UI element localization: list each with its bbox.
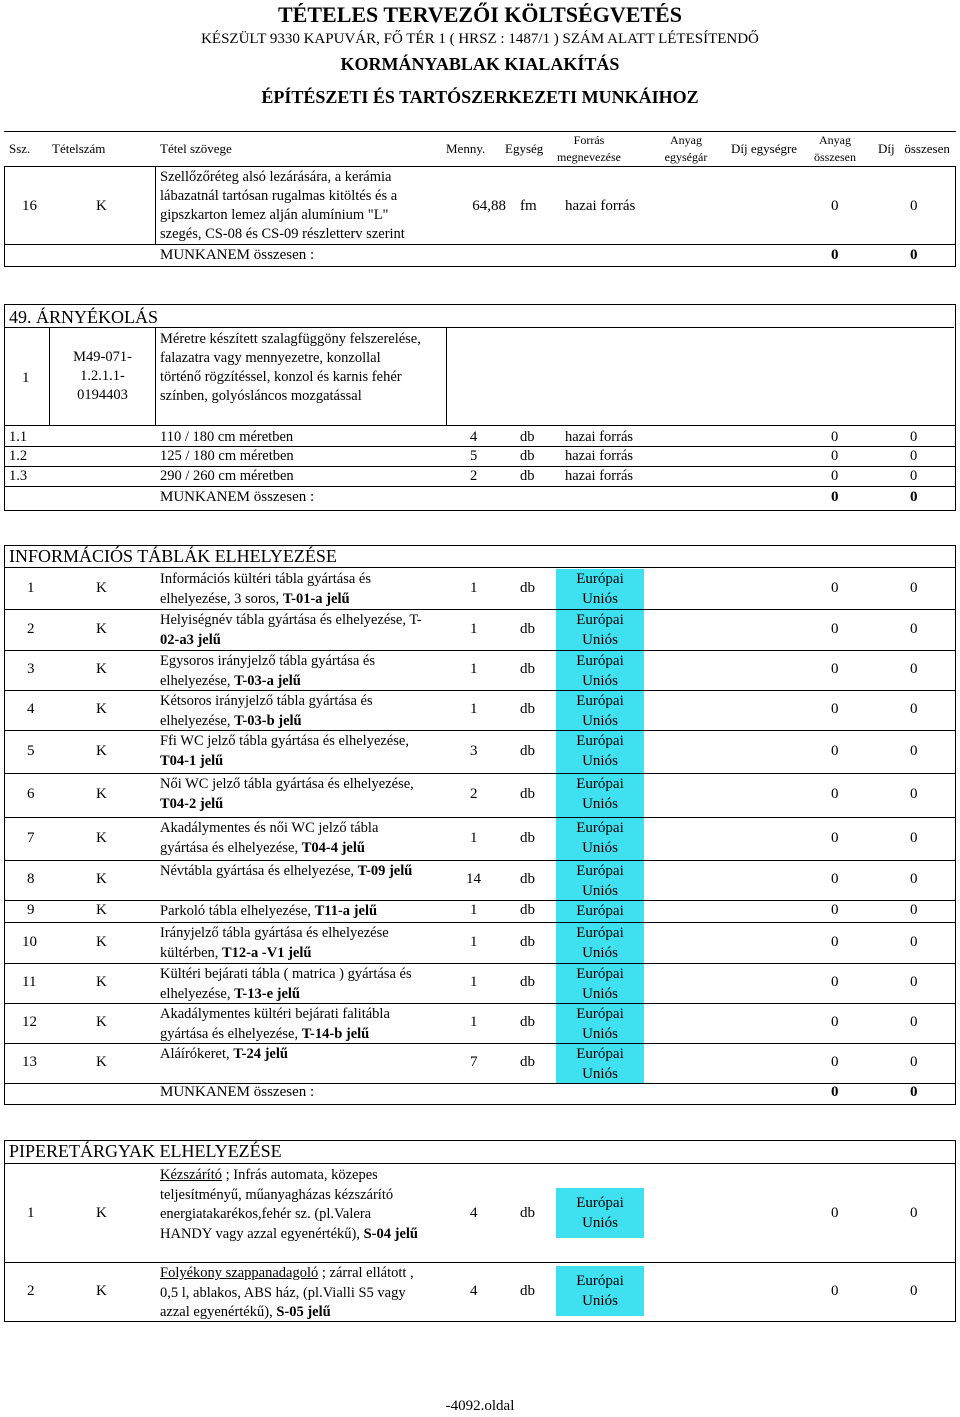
section49-total-anyag: 0 [831, 489, 839, 505]
section49-row-1-menny: 4 [470, 429, 478, 445]
section49-div-b [155, 327, 156, 425]
info-row-code: K [96, 786, 107, 802]
col-dij-osszesen: Díj összesen [878, 141, 950, 156]
section49-div-c [446, 327, 447, 425]
info-row-code: K [96, 933, 107, 950]
section49-row-2-text: 125 / 180 cm méretben [160, 448, 294, 464]
section49-top-rule [4, 304, 956, 305]
info-row-ssz: 2 [27, 620, 35, 637]
info-row-text: Egysoros irányjelző tábla gyártása és elhelyezése, T-03-a jelű [160, 653, 376, 689]
page-number: -4092.oldal [445, 1398, 515, 1414]
section49-ssz: 1 [22, 370, 30, 386]
info-row-rule [4, 609, 956, 610]
pipe-title: PIPERETÁRGYAK ELHELYEZÉSE [9, 1141, 282, 1161]
pipe-row-rule [4, 1262, 956, 1263]
info-row-rule [4, 963, 956, 964]
pipe-row-1-egyseg: db [520, 1205, 535, 1221]
section49-row-3-forras: hazai forrás [565, 468, 634, 484]
info-row-egyseg: db [520, 786, 535, 802]
info-row-anyag: 0 [831, 871, 839, 887]
section49-row-1-dij: 0 [910, 429, 918, 445]
info-total-rule [4, 1083, 956, 1084]
info-row-rule [4, 1003, 956, 1004]
info-row-dij: 0 [910, 829, 918, 846]
info-row-forras: Európai Uniós [556, 1044, 644, 1083]
info-row-text: Kétsoros irányjelző tábla gyártása és elhelyezése, T-03-b jelű [160, 693, 373, 729]
info-row-anyag: 0 [831, 829, 839, 846]
info-row-rule [4, 1043, 956, 1044]
info-row-dij: 0 [910, 742, 918, 759]
info-row-menny: 1 [470, 829, 478, 846]
section49-desc-rule [4, 425, 956, 426]
info-row-menny: 1 [470, 933, 478, 950]
pipe-row-2-menny: 4 [470, 1283, 478, 1299]
info-row-forras: Európai Uniós [556, 569, 644, 609]
info-row-forras: Európai Uniós [556, 731, 644, 773]
doc-project: KORMÁNYABLAK KIALAKÍTÁS [340, 54, 620, 74]
block16-dij: 0 [910, 198, 918, 214]
pipe-row-2-forras: Európai Uniós [556, 1266, 644, 1316]
info-row-code: K [96, 1014, 107, 1030]
col-forras-1: Forrás [573, 133, 605, 147]
section49-row-2-anyag: 0 [831, 448, 839, 464]
section49-text: Méretre készített szalagfüggöny felszerelése, falazatra vagy mennyezetre, konzollal történő rögzítéssel, konzol és karnis fehér színben, golyósláncos mozgatással [160, 331, 421, 404]
section49-row-1-ssz: 1.1 [9, 429, 28, 445]
info-row-menny: 1 [470, 701, 478, 717]
col-menny: Menny. [446, 141, 486, 156]
info-row-text: Irányjelző tábla gyártása és elhelyezése kültérben, T12-a -V1 jelű [160, 925, 389, 961]
info-row-rule [4, 650, 956, 651]
block16-ssz: 16 [22, 198, 37, 214]
info-row-rule [4, 773, 956, 774]
info-row-menny: 1 [470, 620, 478, 637]
info-row-anyag: 0 [831, 786, 839, 802]
info-row-forras: Európai Uniós [556, 774, 644, 817]
col-anyag-egysegar-1: Anyag [670, 133, 702, 147]
pipe-row-2-dij: 0 [910, 1283, 918, 1299]
block16-total-label: MUNKANEM összesen : [160, 247, 315, 263]
info-row-anyag: 0 [831, 974, 839, 990]
info-row-forras: Európai Uniós [556, 610, 644, 650]
col-anyag-osszesen-1: Anyag [819, 133, 851, 147]
info-row-dij: 0 [910, 1054, 918, 1070]
block16-total-dij: 0 [910, 247, 918, 263]
block16-code: K [96, 198, 107, 214]
info-row-code: K [96, 1054, 107, 1070]
info-row-egyseg: db [520, 829, 535, 846]
info-row-egyseg: db [520, 1014, 535, 1030]
section49-row-rule [4, 466, 956, 467]
section49-row-3-anyag: 0 [831, 468, 839, 484]
pipe-row-1-anyag: 0 [831, 1205, 839, 1221]
info-row-menny: 3 [470, 742, 478, 759]
section49-total-label: MUNKANEM összesen : [160, 489, 315, 505]
info-row-menny: 1 [470, 661, 478, 677]
info-title-rule [4, 567, 956, 568]
info-row-egyseg: db [520, 620, 535, 637]
pipe-left-border [4, 1140, 5, 1322]
info-left-border [4, 545, 5, 1105]
col-dij-egysegre: Díj egységre [731, 141, 798, 156]
block16-rule [4, 244, 956, 245]
info-row-anyag: 0 [831, 902, 839, 918]
info-row-dij: 0 [910, 902, 918, 918]
section49-row-2-dij: 0 [910, 448, 918, 464]
info-row-anyag: 0 [831, 742, 839, 759]
info-row-dij: 0 [910, 620, 918, 637]
block16-anyag: 0 [831, 198, 839, 214]
col-ssz: Ssz. [9, 141, 31, 156]
pipe-row-2-anyag: 0 [831, 1283, 839, 1299]
block16-forras: hazai forrás [565, 198, 636, 214]
pipe-title-rule [4, 1163, 956, 1164]
info-row-dij: 0 [910, 661, 918, 677]
pipe-row-1-ssz: 1 [27, 1205, 35, 1221]
info-row-menny: 1 [470, 902, 478, 918]
info-row-code: K [96, 579, 107, 596]
info-row-code: K [96, 661, 107, 677]
info-row-anyag: 0 [831, 1014, 839, 1030]
info-row-ssz: 10 [22, 933, 37, 950]
info-row-egyseg: db [520, 871, 535, 887]
info-row-code: K [96, 974, 107, 990]
pipe-row-2-egyseg: db [520, 1283, 535, 1299]
block16-left-border [4, 166, 5, 266]
block16-total-anyag: 0 [831, 247, 839, 263]
info-row-dij: 0 [910, 701, 918, 717]
info-row-forras: Európai Uniós [556, 923, 644, 963]
info-row-dij: 0 [910, 1014, 918, 1030]
info-row-egyseg: db [520, 1054, 535, 1070]
block16-menny: 64,88 [472, 198, 506, 214]
block16-egyseg: fm [520, 198, 537, 214]
info-row-rule [4, 690, 956, 691]
block16-col-divider [155, 166, 156, 244]
col-tetel-szovege: Tétel szövege [160, 141, 232, 156]
info-row-code: K [96, 742, 107, 759]
block16-text: Szellőzőréteg alsó lezárására, a kerámia lábazatnál tartósan rugalmas kitöltés és a gipszkarton lemez alján alumínium "L" szegés, CS-08 és CS-09 részletterv szerint [160, 169, 405, 242]
info-row-anyag: 0 [831, 661, 839, 677]
info-row-rule [4, 900, 956, 901]
section49-row-3-menny: 2 [470, 468, 478, 484]
info-row-ssz: 3 [27, 661, 35, 677]
info-row-code: K [96, 701, 107, 717]
info-row-text: Ffi WC jelző tábla gyártása és elhelyezése, T04-1 jelű [160, 733, 409, 769]
section49-row-1-egyseg: db [520, 429, 535, 445]
info-row-ssz: 1 [27, 579, 35, 596]
info-row-egyseg: db [520, 933, 535, 950]
info-row-forras: Európai Uniós [556, 1004, 644, 1043]
block16-right-border [955, 166, 956, 266]
info-row-anyag: 0 [831, 579, 839, 596]
block16-bottom-rule [4, 266, 956, 267]
info-row-egyseg: db [520, 974, 535, 990]
info-row-anyag: 0 [831, 933, 839, 950]
pipe-right-border [955, 1140, 956, 1322]
info-row-text: Akadálymentes és női WC jelző tábla gyártása és elhelyezése, T04-4 jelű [160, 820, 379, 856]
section49-code: M49-071- 1.2.1.1- 0194403 [73, 349, 132, 403]
info-row-dij: 0 [910, 786, 918, 802]
info-row-text: Névtábla gyártása és elhelyezése, T-09 jelű [160, 863, 413, 879]
info-row-code: K [96, 829, 107, 846]
info-row-ssz: 4 [27, 701, 35, 717]
col-anyag-egysegar-2: egységár [664, 150, 708, 164]
section49-row-2-menny: 5 [470, 448, 478, 464]
info-row-ssz: 7 [27, 829, 35, 846]
doc-location: KÉSZÜLT 9330 KAPUVÁR, FŐ TÉR 1 ( HRSZ : 1487/1 ) SZÁM ALATT LÉTESÍTENDŐ [201, 31, 759, 47]
info-row-ssz: 11 [22, 974, 37, 990]
info-row-text: Információs kültéri tábla gyártása és elhelyezése, 3 soros, T-01-a jelű [160, 571, 371, 607]
col-forras-2: megnevezése [557, 150, 621, 164]
section49-row-rule [4, 486, 956, 487]
info-row-ssz: 13 [22, 1054, 37, 1070]
pipe-row-1-code: K [96, 1205, 107, 1221]
info-row-rule [4, 817, 956, 818]
info-row-code: K [96, 871, 107, 887]
info-total-label: MUNKANEM összesen : [160, 1084, 315, 1100]
section49-row-rule [4, 446, 956, 447]
col-egyseg: Egység [505, 141, 544, 156]
info-row-egyseg: db [520, 661, 535, 677]
info-total-dij: 0 [910, 1084, 918, 1100]
section49-row-1-text: 110 / 180 cm méretben [160, 429, 294, 445]
info-row-egyseg: db [520, 579, 535, 596]
section49-row-3-egyseg: db [520, 468, 535, 484]
section49-row-3-ssz: 1.3 [9, 468, 28, 484]
section49-right-border [955, 304, 956, 511]
info-row-ssz: 8 [27, 871, 35, 887]
info-bottom-rule [4, 1104, 956, 1105]
section49-row-2-egyseg: db [520, 448, 535, 464]
info-row-menny: 1 [470, 579, 478, 596]
section49-row-2-ssz: 1.2 [9, 448, 28, 464]
info-row-dij: 0 [910, 974, 918, 990]
info-row-ssz: 9 [27, 902, 35, 918]
section49-row-1-forras: hazai forrás [565, 429, 634, 445]
info-row-anyag: 0 [831, 1054, 839, 1070]
info-right-border [955, 545, 956, 1105]
info-row-text: Helyiségnév tábla gyártása és elhelyezése, T- 02-a3 jelű [160, 612, 422, 648]
section49-left-border [4, 304, 5, 511]
section49-row-3-dij: 0 [910, 468, 918, 484]
pipe-row-2-text: Folyékony szappanadagoló ; zárral ellátott , 0,5 l, ablakos, ABS ház, (pl.Vialli S5 vagy azzal egyenértékű), S-05 jelű [160, 1265, 414, 1320]
col-anyag-osszesen-2: összesen [814, 150, 856, 164]
info-row-dij: 0 [910, 579, 918, 596]
header-top-rule [4, 131, 956, 132]
info-title: INFORMÁCIÓS TÁBLÁK ELHELYEZÉSE [9, 546, 337, 566]
pipe-row-1-text: Kézszárító ; Infrás automata, közepes teljesítményű, műanyagházas kézszárító energiatakarékos,fehér sz. (pl.Valera HANDY vagy azzal egyenértékű), S-04 jelű [160, 1167, 418, 1242]
info-row-dij: 0 [910, 871, 918, 887]
info-row-rule [4, 860, 956, 861]
section49-row-3-text: 290 / 260 cm méretben [160, 468, 294, 484]
section49-total-dij: 0 [910, 489, 918, 505]
pipe-row-2-ssz: 2 [27, 1283, 35, 1299]
info-row-egyseg: db [520, 902, 535, 918]
info-row-text: Női WC jelző tábla gyártása és elhelyezése, T04-2 jelű [160, 776, 414, 812]
info-row-ssz: 12 [22, 1014, 37, 1030]
info-row-forras: Európai Uniós [556, 691, 644, 730]
pipe-row-2-code: K [96, 1283, 107, 1299]
section49-bottom-rule [4, 510, 956, 511]
info-row-menny: 2 [470, 786, 478, 802]
doc-scope: ÉPÍTÉSZETI ÉS TARTÓSZERKEZETI MUNKÁIHOZ [261, 87, 699, 107]
info-row-forras: Európai [556, 901, 644, 922]
pipe-row-1-dij: 0 [910, 1205, 918, 1221]
pipe-row-1-forras: Európai Uniós [556, 1188, 644, 1238]
header-bottom-rule [4, 166, 956, 167]
pipe-row-1-menny: 4 [470, 1205, 478, 1221]
info-row-forras: Európai Uniós [556, 861, 644, 900]
info-row-dij: 0 [910, 933, 918, 950]
info-row-text: Kültéri bejárati tábla ( matrica ) gyártása és elhelyezése, T-13-e jelű [160, 966, 412, 1002]
info-row-egyseg: db [520, 701, 535, 717]
doc-title: TÉTELES TERVEZŐI KÖLTSÉGVETÉS [278, 2, 682, 27]
info-row-forras: Európai Uniós [556, 818, 644, 860]
info-row-text: Parkoló tábla elhelyezése, T11-a jelű [160, 903, 378, 919]
info-row-anyag: 0 [831, 620, 839, 637]
col-tetelszam: Tételszám [52, 141, 106, 156]
info-row-ssz: 5 [27, 742, 35, 759]
info-row-code: K [96, 620, 107, 637]
info-row-menny: 1 [470, 1014, 478, 1030]
pipe-bottom-rule [4, 1321, 956, 1322]
section49-title: 49. ÁRNYÉKOLÁS [9, 307, 159, 327]
info-row-menny: 14 [466, 871, 481, 887]
section49-row-2-forras: hazai forrás [565, 448, 634, 464]
info-row-text: Aláírókeret, T-24 jelű [160, 1046, 288, 1062]
info-row-rule [4, 730, 956, 731]
info-row-forras: Európai Uniós [556, 964, 644, 1003]
info-row-rule [4, 922, 956, 923]
info-row-anyag: 0 [831, 701, 839, 717]
info-row-text: Akadálymentes kültéri bejárati falitábla gyártása és elhelyezése, T-14-b jelű [160, 1006, 390, 1042]
info-row-code: K [96, 902, 107, 918]
section49-title-rule [4, 327, 954, 328]
section49-row-1-anyag: 0 [831, 429, 839, 445]
info-row-forras: Európai Uniós [556, 651, 644, 690]
info-row-menny: 1 [470, 974, 478, 990]
info-row-egyseg: db [520, 742, 535, 759]
info-row-ssz: 6 [27, 786, 35, 802]
info-row-menny: 7 [470, 1054, 478, 1070]
info-total-anyag: 0 [831, 1084, 839, 1100]
